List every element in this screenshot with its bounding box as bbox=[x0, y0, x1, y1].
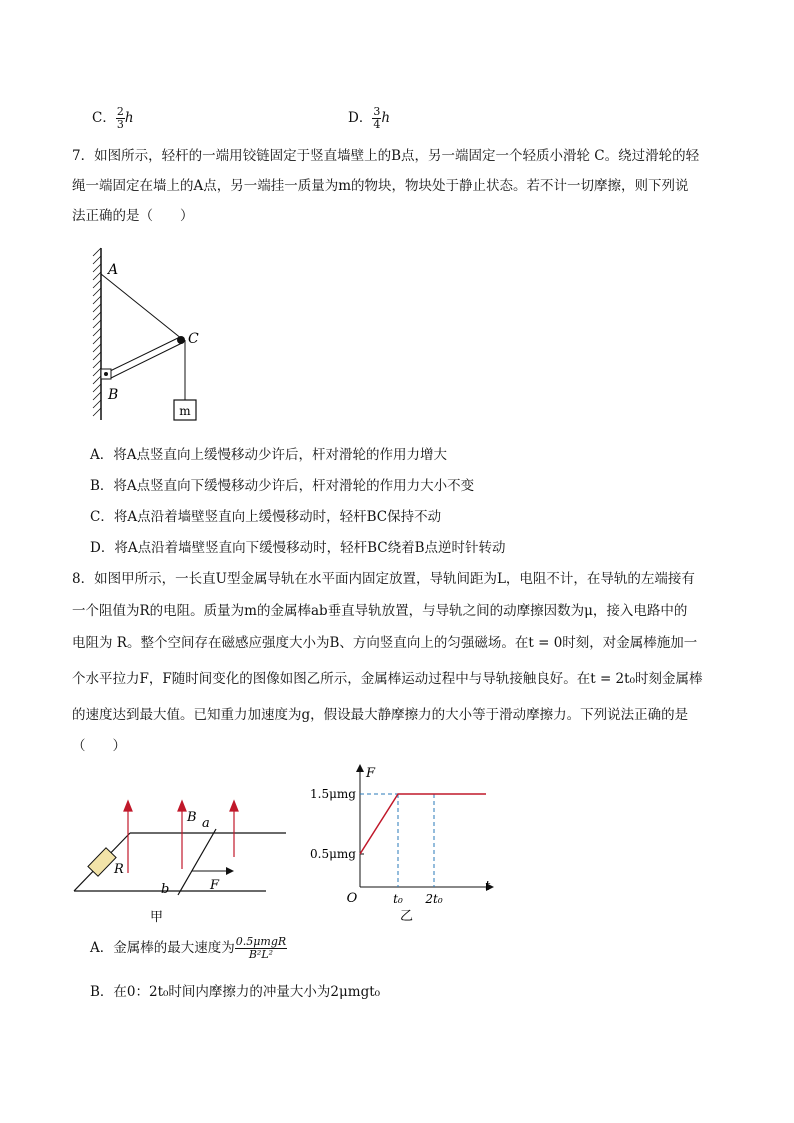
q7-option-a: A．将A点竖直向上缓慢移动少许后，杆对滑轮的作用力增大 bbox=[90, 447, 447, 463]
label-f: F bbox=[210, 878, 220, 893]
label-m: m bbox=[179, 404, 191, 418]
origin-label: O bbox=[346, 891, 358, 906]
label-b: B bbox=[108, 387, 119, 403]
y-tick-low-label: 0.5μmg bbox=[310, 847, 356, 861]
choice-d: D． $\frac{3}{4}$ h bbox=[348, 105, 391, 131]
x-tick-2t0: 2t₀ bbox=[425, 892, 443, 906]
caption-jia: 甲 bbox=[150, 910, 164, 925]
choice-c-fraction: $\frac{2}{3}$ bbox=[116, 105, 124, 131]
label-r: R bbox=[114, 862, 124, 877]
q7-line3: 法正确的是（ ） bbox=[72, 208, 194, 224]
label-b-small: b bbox=[161, 882, 170, 897]
q8-option-b: B．在0：2t₀时间内摩擦力的冲量大小为2μmgt₀ bbox=[90, 984, 381, 1000]
choice-c-letter: C． bbox=[92, 110, 116, 126]
q8-option-a bbox=[90, 936, 287, 961]
caption-yi: 乙 bbox=[400, 909, 414, 924]
series-f bbox=[360, 794, 486, 854]
rod-bc bbox=[108, 337, 180, 372]
q8-line3: 电阻为 R。整个空间存在磁感应强度大小为B、方向竖直向上的匀强磁场。在t = 0时刻，对金属棒施加一 bbox=[72, 635, 698, 651]
label-c: C bbox=[188, 331, 199, 347]
pulley-c bbox=[177, 336, 185, 344]
q8-figure-jia bbox=[66, 795, 294, 930]
q8-option-a-prefix: A．金属棒的最大速度为 bbox=[90, 940, 235, 956]
y-axis-label: F bbox=[366, 766, 376, 781]
x-axis-label: t bbox=[485, 879, 491, 894]
q7-line2: 绳一端固定在墙上的A点，另一端挂一质量为m的物块，物块处于静止状态。若不计一切摩擦，则下列说 bbox=[72, 178, 689, 194]
label-a-small: a bbox=[202, 816, 210, 831]
q8-option-a-fraction: $\frac{\text{0.5μmgR}}{\text{B²L²}}$ bbox=[235, 935, 287, 961]
q8-line1: 8．如图甲所示，一长直U型金属导轨在水平面内固定放置，导轨间距为L，电阻不计，在导轨的左端接有 bbox=[72, 571, 695, 587]
choice-d-fraction: $\frac{3}{4}$ bbox=[373, 105, 381, 131]
q8-line2: 一个阻值为R的电阻。质量为m的金属棒ab垂直导轨放置，与导轨之间的动摩擦因数为μ，接入电路中的 bbox=[72, 603, 688, 619]
choice-d-letter: D． bbox=[348, 110, 373, 126]
q8-figure-yi bbox=[300, 760, 500, 925]
field-arrows bbox=[124, 801, 238, 873]
q7-line1: 7．如图所示，轻杆的一端用铰链固定于竖直墙壁上的B点，另一端固定一个轻质小滑轮 C。绕过滑轮的轻 bbox=[72, 148, 700, 164]
label-b-field: B bbox=[187, 810, 197, 825]
q7-option-d: D．将A点沿着墙壁竖直向下缓慢移动时，轻杆BC绕着B点逆时针转动 bbox=[90, 540, 506, 556]
q7-option-c: C．将A点沿着墙壁竖直向上缓慢移动时，轻杆BC保持不动 bbox=[90, 509, 442, 525]
q8-line5: 的速度达到最大值。已知重力加速度为g，假设最大静摩擦力的大小等于滑动摩擦力。下列说法正确的是 bbox=[72, 707, 689, 723]
wall-hatching bbox=[93, 248, 101, 416]
choice-c: C． $\frac{2}{3}$ h bbox=[92, 105, 134, 131]
q8-line6: （ ） bbox=[72, 738, 126, 754]
rope-ac bbox=[101, 274, 182, 339]
x-tick-t0: t₀ bbox=[393, 892, 403, 906]
y-tick-high-label: 1.5μmg bbox=[310, 787, 356, 801]
q7-figure bbox=[90, 244, 230, 424]
q7-option-b: B．将A点竖直向下缓慢移动少许后，杆对滑轮的作用力大小不变 bbox=[90, 478, 475, 494]
label-a: A bbox=[108, 262, 119, 278]
q8-line4: 个水平拉力F，F随时间变化的图像如图乙所示，金属棒运动过程中与导轨接触良好。在t = 2t₀时刻金属棒 bbox=[72, 671, 703, 687]
